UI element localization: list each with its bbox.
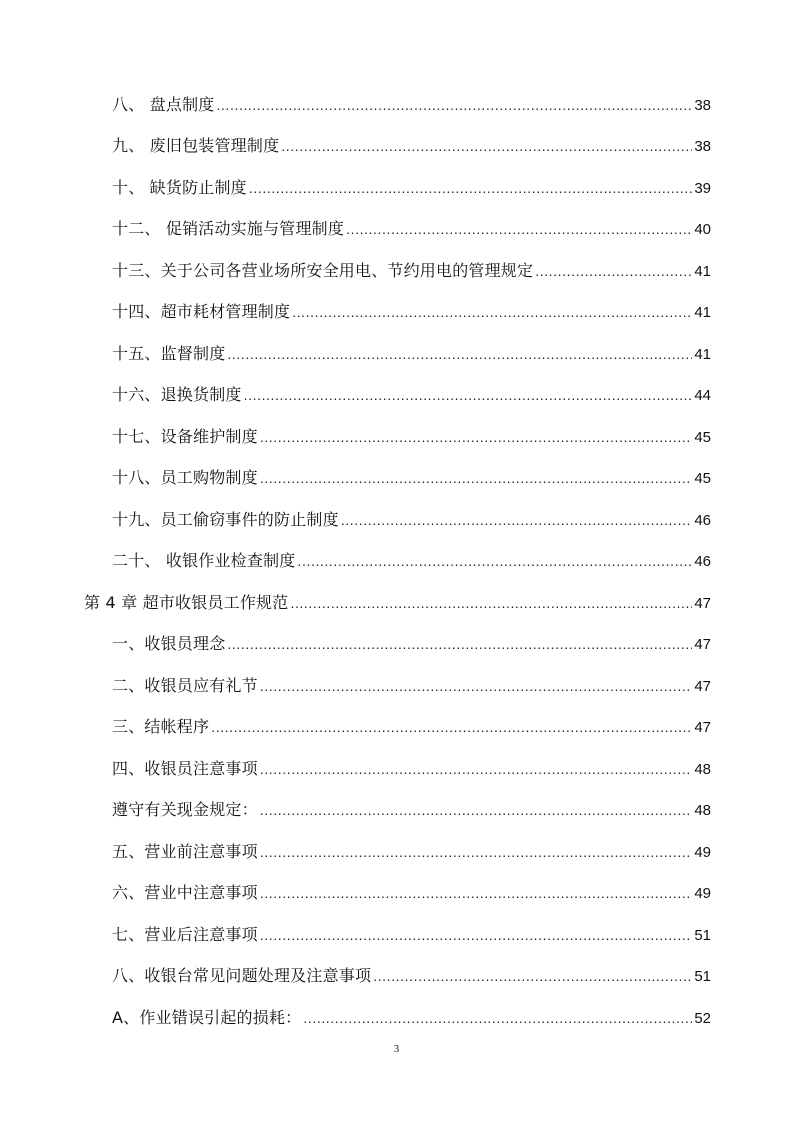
toc-dot-leader [244, 382, 693, 408]
toc-entry[interactable] [112, 424, 711, 450]
toc-entry[interactable] [112, 880, 711, 906]
toc-entry-title: 六、营业中注意事项 [112, 883, 258, 902]
toc-entry-title: 二、收银员应有礼节 [112, 676, 258, 695]
toc-entry[interactable] [112, 341, 711, 367]
toc-entry-page: 41 [694, 304, 711, 321]
toc-entry-page: 38 [694, 97, 711, 114]
toc-entry-page: 46 [694, 512, 711, 529]
toc-dot-leader [535, 258, 692, 284]
toc-entry-title: 十四、超市耗材管理制度 [112, 302, 291, 321]
toc-dot-leader [298, 548, 693, 574]
toc-entry-title: 七、营业后注意事项 [112, 925, 258, 944]
toc-dot-leader [217, 92, 693, 118]
toc-dot-leader [260, 673, 693, 699]
toc-entry-title: 八、 盘点制度 [112, 95, 215, 114]
toc-entry-page: 47 [694, 595, 711, 612]
toc-dot-leader [260, 424, 693, 450]
toc-entry-page: 47 [694, 636, 711, 653]
toc-entry-title: A、作业错误引起的损耗： [112, 1008, 302, 1027]
toc-entry-page: 49 [694, 885, 711, 902]
toc-entry[interactable] [112, 1005, 711, 1031]
toc-dot-leader [211, 714, 692, 740]
toc-entry[interactable] [112, 216, 711, 242]
toc-entry-page: 48 [694, 761, 711, 778]
toc-dot-leader [260, 756, 693, 782]
toc-entry-page: 39 [694, 180, 711, 197]
toc-entry-page: 44 [694, 387, 711, 404]
toc-dot-leader [260, 922, 693, 948]
toc-entry-page: 48 [694, 802, 711, 819]
toc-entry-title: 十六、退换货制度 [112, 385, 242, 404]
toc-dot-leader [373, 963, 692, 989]
page-number: 3 [393, 1043, 400, 1055]
toc-entry-title: 五、营业前注意事项 [112, 842, 258, 861]
toc-entry-page: 47 [694, 719, 711, 736]
toc-entry[interactable] [112, 631, 711, 657]
toc-entry-page: 49 [694, 844, 711, 861]
toc-dot-leader [292, 299, 692, 325]
toc-entry-title: 遵守有关现金规定： [112, 800, 258, 819]
toc-entry-page: 38 [694, 138, 711, 155]
toc-entry-title: 十二、 促销活动实施与管理制度 [112, 219, 345, 238]
toc-dot-leader [260, 465, 693, 491]
toc-entry[interactable] [112, 963, 711, 989]
toc-entry-page: 47 [694, 678, 711, 695]
toc-entry[interactable] [112, 839, 711, 865]
toc-entry[interactable] [112, 797, 711, 823]
toc-entry[interactable] [112, 258, 711, 284]
toc-entry-page: 46 [694, 553, 711, 570]
toc-entry-page: 51 [694, 927, 711, 944]
toc-dot-leader [290, 590, 692, 616]
toc-entry-page: 52 [694, 1010, 711, 1027]
toc-entry[interactable] [112, 175, 711, 201]
toc-entry-page: 51 [694, 968, 711, 985]
toc-entry-title: 十五、监督制度 [112, 344, 226, 363]
toc-dot-leader [227, 631, 692, 657]
toc-entry-title: 九、 废旧包装管理制度 [112, 136, 280, 155]
toc-dot-leader [281, 133, 692, 159]
toc-entry-page: 41 [694, 263, 711, 280]
toc-entry[interactable] [112, 92, 711, 118]
toc-entry-title: 十九、员工偷窃事件的防止制度 [112, 510, 339, 529]
toc-entry[interactable] [112, 756, 711, 782]
toc-entry-title: 三、结帐程序 [112, 717, 210, 736]
toc-entry-title: 第 4 章 超市收银员工作规范 [84, 593, 289, 612]
toc-entry-title: 一、收银员理念 [112, 634, 226, 653]
toc-entry-title: 十八、员工购物制度 [112, 468, 258, 487]
toc-chapter-entry[interactable] [84, 590, 711, 616]
toc-entry-title: 四、收银员注意事项 [112, 759, 258, 778]
toc-dot-leader [260, 880, 693, 906]
toc-dot-leader [341, 507, 693, 533]
toc-entry[interactable] [112, 465, 711, 491]
toc-dot-leader [227, 341, 692, 367]
toc-entry[interactable] [112, 382, 711, 408]
toc-entry-page: 45 [694, 470, 711, 487]
toc-entry[interactable] [112, 133, 711, 159]
toc-entry[interactable] [112, 922, 711, 948]
toc-entry-title: 二十、 收银作业检查制度 [112, 551, 296, 570]
toc-entry-page: 45 [694, 429, 711, 446]
toc-dot-leader [303, 1005, 692, 1031]
toc-entry-title: 八、收银台常见问题处理及注意事项 [112, 966, 372, 985]
toc-entry-page: 40 [694, 221, 711, 238]
toc-entry[interactable] [112, 299, 711, 325]
toc-entry[interactable] [112, 714, 711, 740]
toc-entry-title: 十七、设备维护制度 [112, 427, 258, 446]
toc-entry[interactable] [112, 548, 711, 574]
toc-entry[interactable] [112, 673, 711, 699]
toc-dot-leader [249, 175, 692, 201]
toc-dot-leader [260, 797, 693, 823]
toc-dot-leader [346, 216, 692, 242]
toc-dot-leader [260, 839, 693, 865]
toc-entry[interactable] [112, 507, 711, 533]
toc-entry-page: 41 [694, 346, 711, 363]
toc-entry-title: 十三、关于公司各营业场所安全用电、节约用电的管理规定 [112, 261, 534, 280]
toc-entry-title: 十、 缺货防止制度 [112, 178, 247, 197]
